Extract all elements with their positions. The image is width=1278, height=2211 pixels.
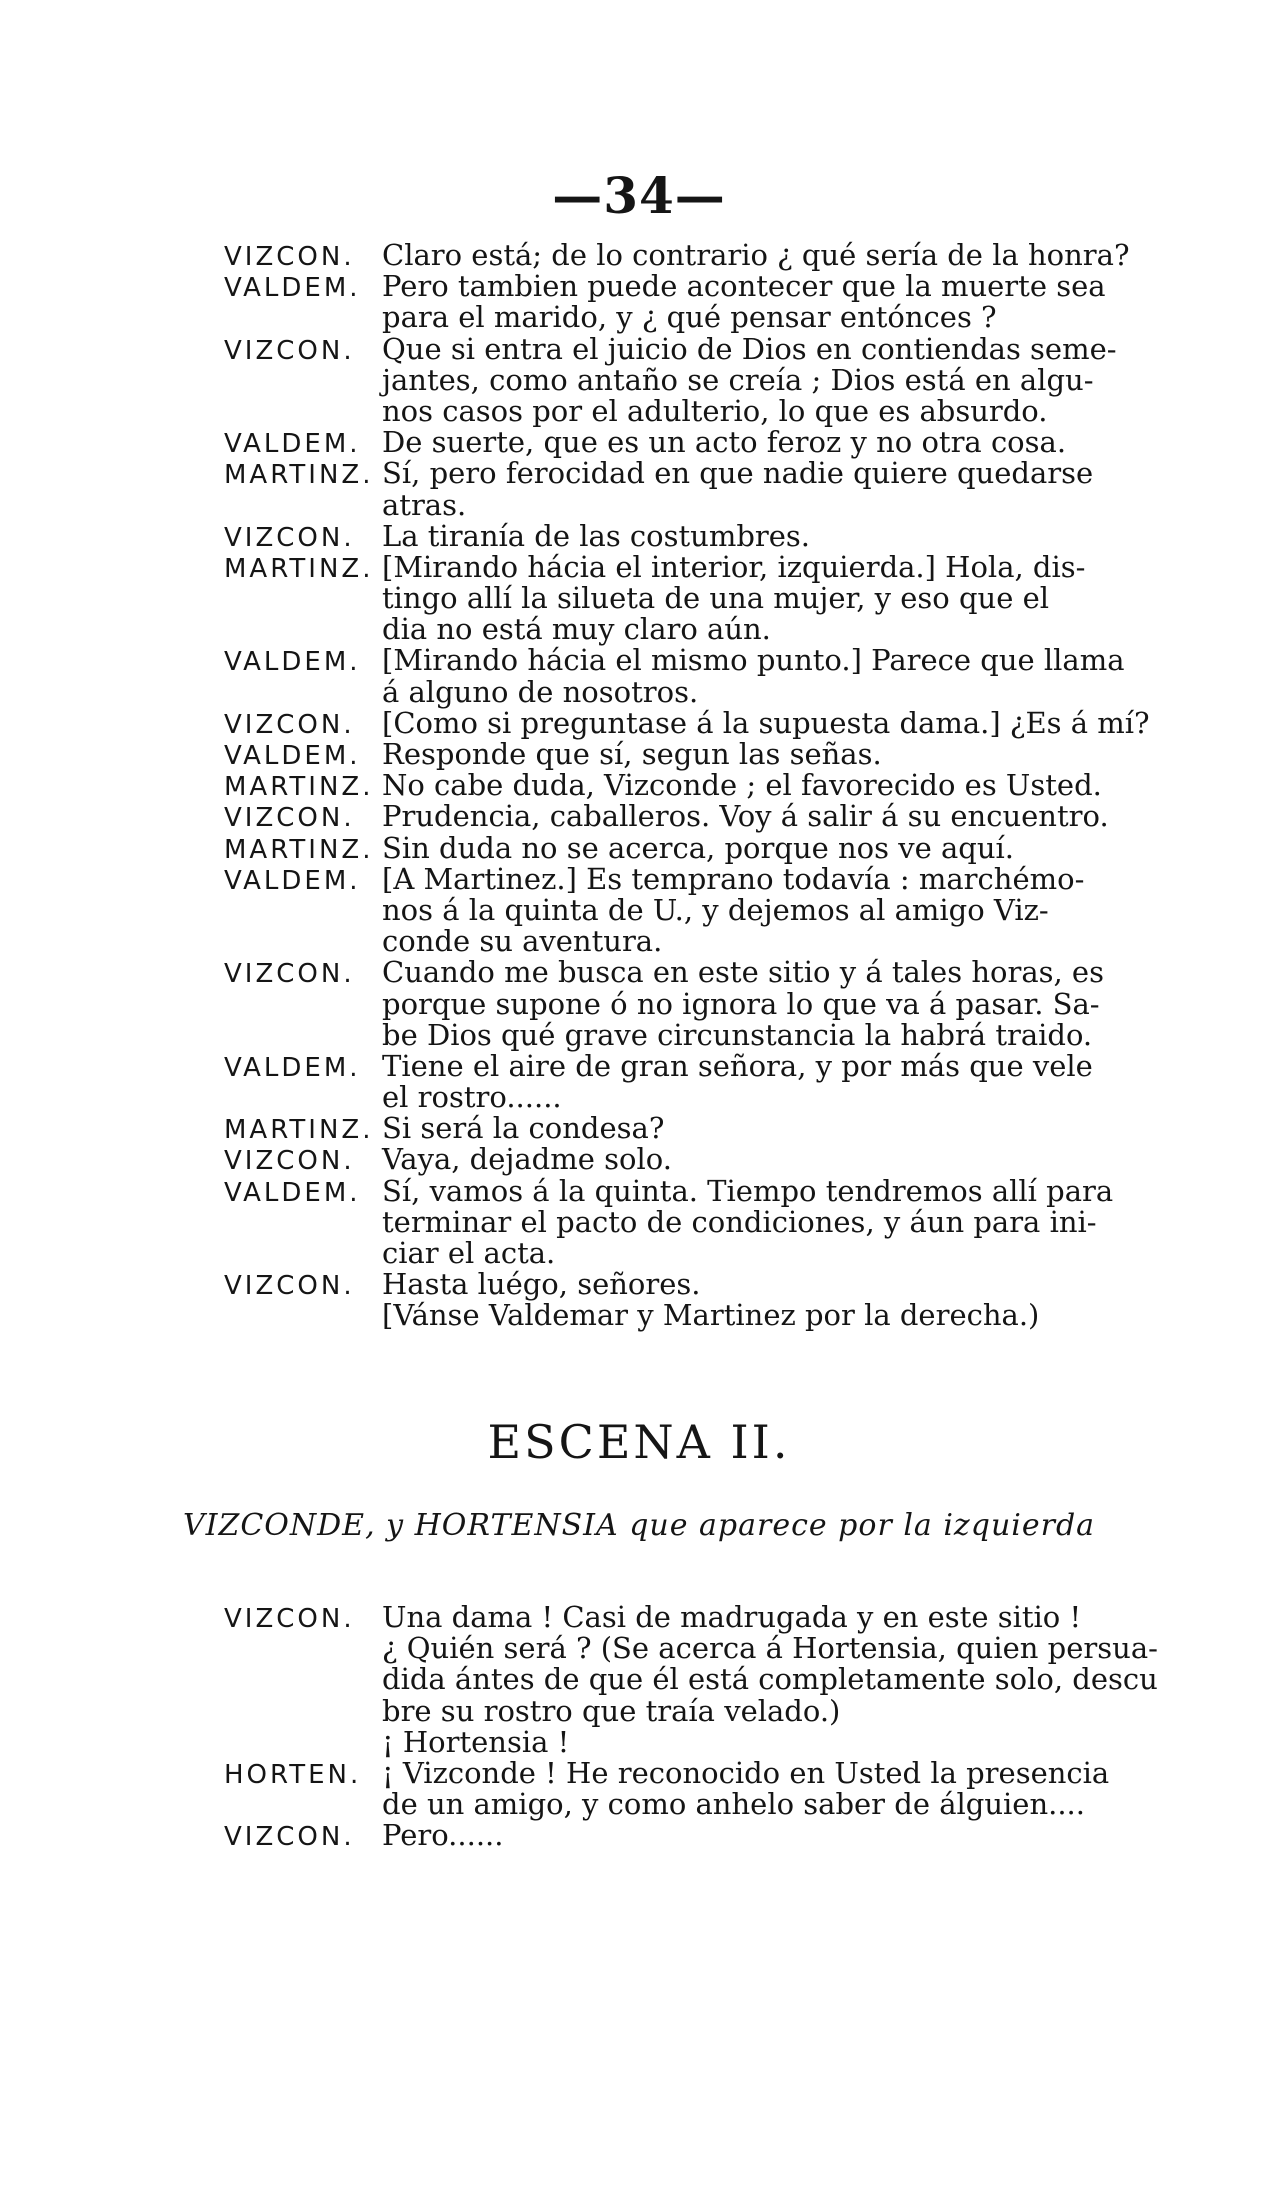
line-text: Responde que sí, segun las señas. [382,737,882,771]
line-text: ¡ Hortensia ! [382,1724,570,1759]
dialogue-line [224,1173,1194,1208]
speaker-name: MARTINZ. [224,460,374,491]
speaker-name: VIZCON. [224,522,355,553]
line-text: [Mirando hácia el mismo punto.] Parece que llama [382,643,1125,678]
scene-characters: VIZCONDE, y HORTENSIA que aparece por la izquierda [182,1508,1096,1543]
dialogue-line [224,583,1194,614]
line-text: [Mirando hácia el interior, izquierda.] Hola, dis- [382,549,1086,584]
dialogue-line [224,614,1194,645]
speaker-name: VIZCON. [224,335,355,366]
dialogue-line [224,1693,1194,1728]
line-text: Que si entra el juicio de Dios en contiendas seme- [382,331,1117,366]
dialogue-line [224,1300,1194,1331]
line-text: Sí, pero ferocidad en que nadie quiere quedarse [382,456,1094,491]
line-text: atras. [382,487,467,522]
dialogue-line [224,926,1194,957]
dialogue-line [224,645,1194,676]
dialogue-line [224,957,1194,988]
speaker-name: MARTINZ. [224,772,374,803]
dialogue-line [224,861,1194,896]
line-text: [Vánse Valdemar y Martinez por la derecha.) [382,1298,1040,1333]
line-text: de un amigo, y como anhelo saber de álguien.... [382,1787,1085,1822]
dialogue-line [224,240,1194,271]
dialogue-line [224,362,1194,397]
speaker-name: VIZCON. [224,242,355,272]
dialogue-line [224,331,1194,366]
line-text: Pero tambien puede acontecer que la muerte sea [382,269,1106,304]
line-text: ¿ Quién será ? (Se acerca á Hortensia, quien persua- [382,1631,1158,1666]
speaker-name: VALDEM. [224,429,361,460]
line-text: Tiene el aire de gran señora, y por más que vele [382,1048,1093,1083]
line-text: Pero...... [382,1818,504,1853]
dialogue-line [224,1017,1194,1052]
line-text: be Dios qué grave circunstancia la habrá traido. [382,1017,1093,1052]
speaker-name: MARTINZ. [224,553,374,584]
line-text: nos á la quinta de U., y dejemos al amigo Viz- [382,892,1049,927]
line-text: Prudencia, caballeros. Voy á salir á su encuentro. [382,799,1109,834]
dialogue-line [224,1238,1194,1269]
dialogue-line [224,1820,1194,1851]
dialogue-line [224,892,1194,927]
scene-title: ESCENA II. [487,1415,791,1469]
dialogue-line [224,705,1194,740]
line-text: jantes, como antaño se creía ; Dios está en algu- [382,362,1094,397]
dialogue-line [224,1204,1194,1239]
dialogue-line [224,518,1194,553]
dialogue-line [224,549,1194,584]
line-text: dia no está muy claro aún. [382,612,771,647]
speaker-name: VALDEM. [224,1177,361,1208]
line-text: nos casos por el adulterio, lo que es absurdo. [382,393,1048,428]
speaker-name: VALDEM. [224,741,361,771]
speaker-name: VIZCON. [224,1271,355,1302]
line-text: á alguno de nosotros. [382,674,699,709]
dialogue-line [224,986,1194,1021]
dialogue-line [224,1113,1194,1144]
dialogue-block-1 [224,240,1194,1332]
line-text: porque supone ó no ignora lo que va á pasar. Sa- [382,986,1100,1021]
dialogue-line [224,1789,1194,1820]
dialogue-line [224,427,1194,458]
dialogue-line [224,1664,1194,1695]
line-text: Sin duda no se acerca, porque nos ve aquí. [382,830,1015,865]
dialogue-line [224,271,1194,302]
line-text: La tiranía de las costumbres. [382,518,811,553]
speaker-name: VIZCON. [224,1822,355,1853]
dialogue-line [224,1633,1194,1664]
dialogue-line [224,458,1194,489]
speaker-name: VIZCON. [224,959,355,990]
line-text: ciar el acta. [382,1236,556,1270]
speaker-name: MARTINZ. [224,834,374,865]
dialogue-line [224,1755,1194,1790]
dialogue-line [224,674,1194,709]
line-text: bre su rostro que traía velado.) [382,1693,841,1728]
line-text: dida ántes de que él está completamente solo, descu [382,1662,1158,1697]
page-number: —34— [552,166,726,225]
speaker-name: VIZCON. [224,1146,355,1177]
dialogue-block-2 [224,1602,1194,1852]
line-text: Cuando me busca en este sitio y á tales horas, es [382,955,1104,990]
line-text: Sí, vamos á la quinta. Tiempo tendremos allí para [382,1173,1114,1208]
dialogue-line [224,830,1194,865]
line-text: tingo allí la silueta de una mujer, y eso que el [382,581,1050,616]
speaker-name: VIZCON. [224,709,355,740]
dialogue-line [224,1269,1194,1300]
line-text: Claro está; de lo contrario ¿ qué sería de la honra? [382,238,1130,272]
speaker-name: VALDEM. [224,1052,361,1083]
line-text: terminar el pacto de condiciones, y áun para ini- [382,1204,1097,1239]
line-text: [A Martinez.] Es temprano todavía : marchémo- [382,861,1085,896]
line-text: Si será la condesa? [382,1111,665,1146]
line-text: De suerte, que es un acto feroz y no otra cosa. [382,425,1067,460]
dialogue-line [224,487,1194,522]
line-text: No cabe duda, Vizconde ; el favorecido es Usted. [382,768,1102,803]
line-text: conde su aventura. [382,924,663,959]
line-text: Hasta luégo, señores. [382,1267,701,1302]
speaker-name: VALDEM. [224,273,361,304]
dialogue-line [224,1724,1194,1759]
dialogue-line [224,801,1194,832]
speaker-name: HORTEN. [224,1759,362,1790]
speaker-name: VALDEM. [224,647,361,678]
line-text: Una dama ! Casi de madrugada y en este sitio ! [382,1600,1082,1634]
speaker-name: VALDEM. [224,865,361,896]
dialogue-line [224,739,1194,770]
dialogue-line [224,770,1194,801]
dialogue-line [224,1602,1194,1633]
dialogue-line [224,1144,1194,1175]
line-text: [Como si preguntase á la supuesta dama.] ¿Es á mí? [382,705,1150,740]
line-text: el rostro...... [382,1080,562,1115]
speaker-name: MARTINZ. [224,1115,374,1146]
line-text: Vaya, dejadme solo. [382,1142,672,1177]
dialogue-line [224,302,1194,333]
dialogue-line [224,1082,1194,1113]
speaker-name: VIZCON. [224,1604,355,1634]
line-text: para el marido, y ¿ qué pensar entónces ? [382,300,997,335]
dialogue-line [224,393,1194,428]
line-text: ¡ Vizconde ! He reconocido en Usted la presencia [382,1755,1110,1790]
speaker-name: VIZCON. [224,803,355,834]
dialogue-line [224,1048,1194,1083]
